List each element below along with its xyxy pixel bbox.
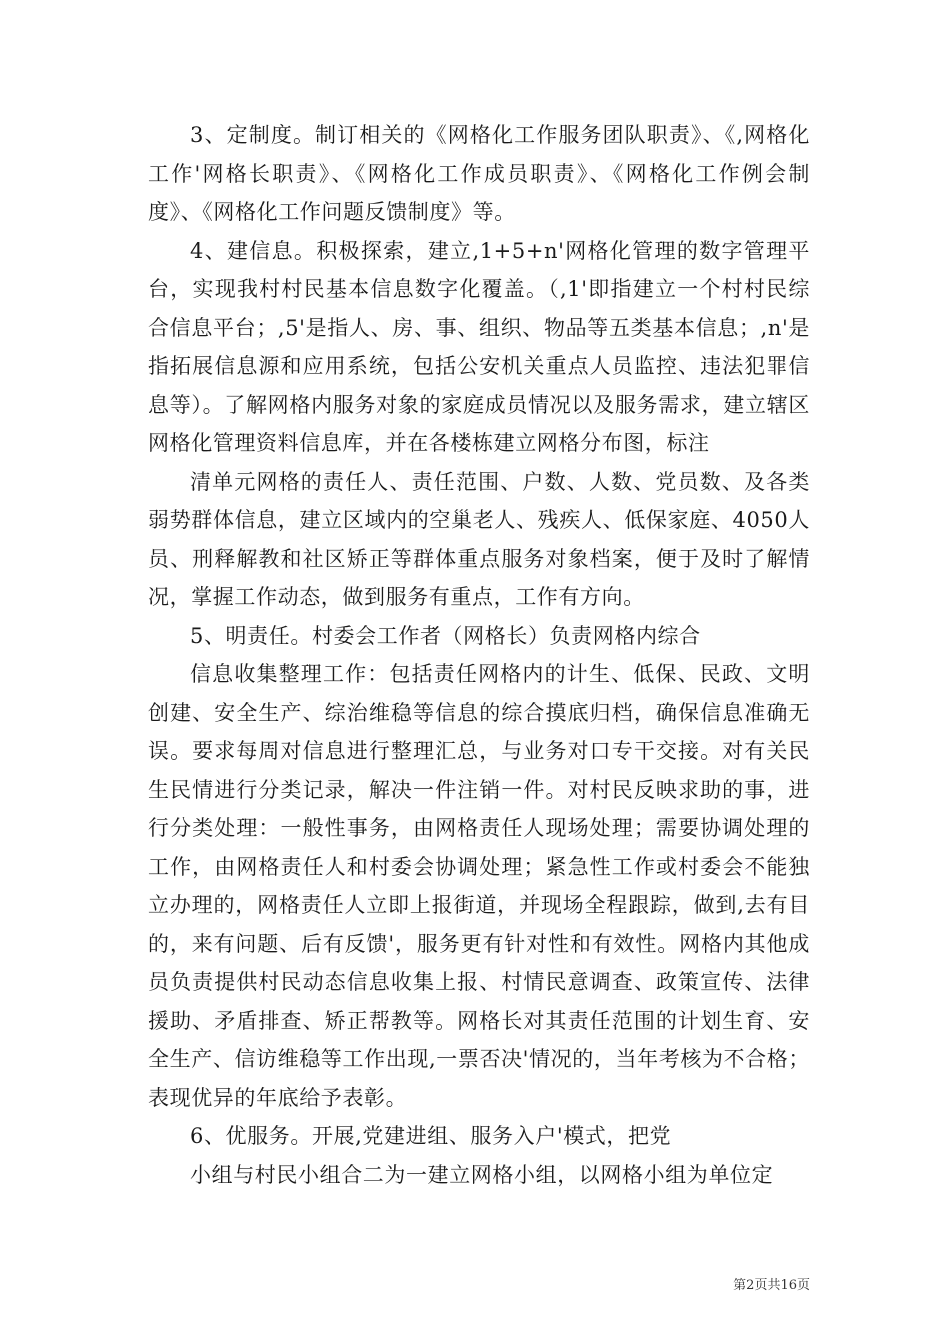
page-number: 第2页共16页 [733,1278,810,1293]
paragraph-clarify-responsibility: 5、明责任。村委会工作者（网格长）负责网格内综合 [190,623,701,648]
paragraph-grid-inventory: 清单元网格的责任人、责任范围、户数、人数、党员数、及各类弱势群体信息，建立区域内的空巢老人、残疾人、低保家庭、4050人员、刑释解教和社区矫正等群体重点服务对象档案，便于及时了解情况，掌握工作动态，做到服务有重点，工作有方向。 [148,469,810,609]
paragraph-system-rules: 3、定制度。制订相关的《网格化工作服务团队职责》、《,网格化工作'网格长职责》、《网格化工作成员职责》、《网格化工作例会制度》、《网格化工作问题反馈制度》等。 [148,123,810,224]
paragraph-information-collection: 信息收集整理工作：包括责任网格内的计生、低保、民政、文明创建、安全生产、综治维稳等信息的综合摸底归档，确保信息准确无误。要求每周对信息进行整理汇总，与业务对口专干交接。对有关民生民情进行分类记录，解决一件注销一件。对村民反映求助的事，进行分类处理：一般性事务，由网格责任人现场处理；需要协调处理的工作，由网格责任人和村委会协调处理；紧急性工作或村委会不能独立办理的，网格责任人立即上报街道，并现场全程跟踪，做到,去有目的，来有问题、后有反馈'，服务更有针对性和有效性。网格内其他成员负责提供村民动态信息收集上报、村情民意调查、政策宣传、法律援助、矛盾排查、矫正帮教等。网格长对其责任范围的计划生育、安全生产、信访维稳等工作出现,一票否决'情况的，当年考核为不合格；表现优异的年底给予表彰。 [148,662,810,1110]
paragraph-build-information: 4、建信息。积极探索，建立,1+5+n'网格化管理的数字管理平台，实现我村村民基本信息数字化覆盖。（,1'即指建立一个村村民综合信息平台；,5'是指人、房、事、组织、物品等五类基本信息；,n'是指拓展信息源和应用系统，包括公安机关重点人员监控、违法犯罪信息等）。了解网格内服务对象的家庭成员情况以及服务需求，建立辖区网格化管理资料信息库，并在各楼栋建立网格分布图，标注 [148,238,810,455]
paragraph-grid-groups: 小组与村民小组合二为一建立网格小组，以网格小组为单位定 [190,1162,774,1187]
paragraph-optimize-service: 6、优服务。开展,党建进组、服务入户'模式，把党 [190,1124,672,1148]
body-text [148,116,810,1194]
